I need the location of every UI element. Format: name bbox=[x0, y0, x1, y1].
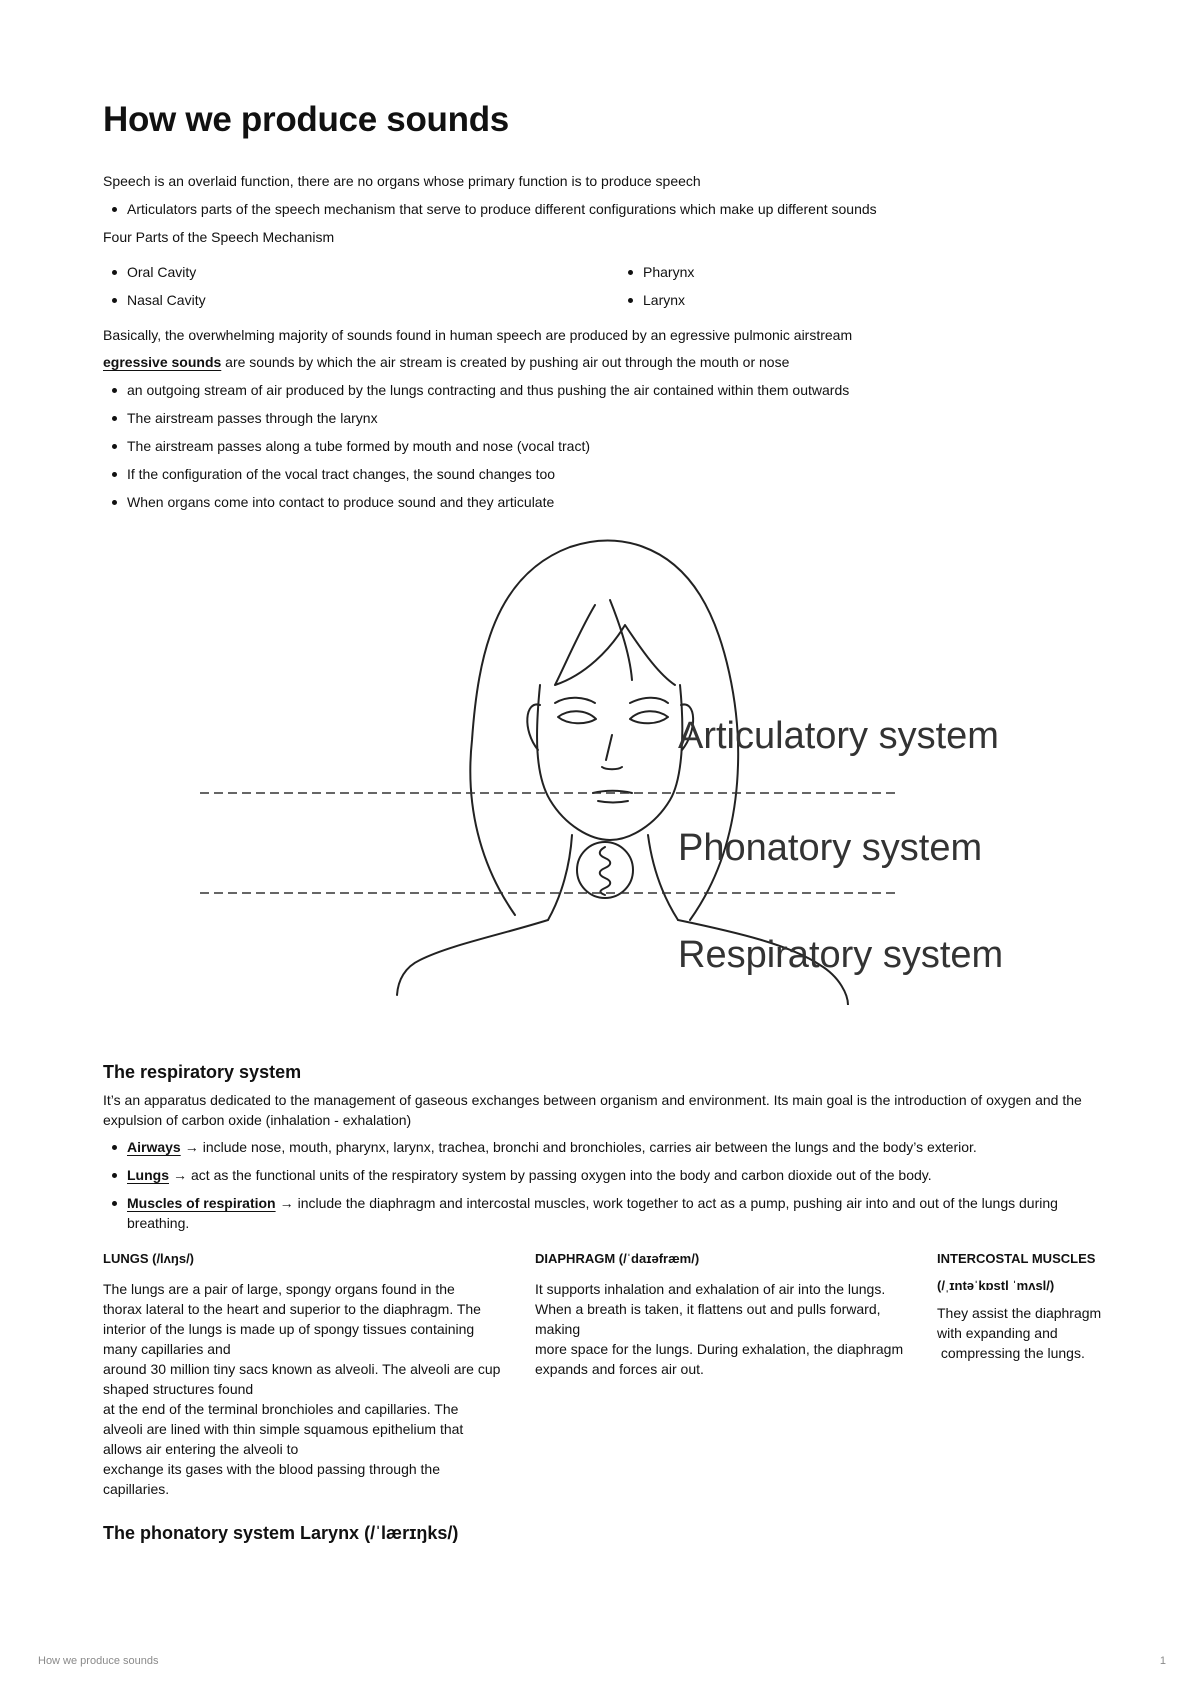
lungs-text bbox=[103, 1279, 500, 1499]
intercostal-line: compressing the lungs. bbox=[937, 1345, 1085, 1361]
lungs-line: capillaries. bbox=[103, 1481, 170, 1497]
neck-left bbox=[548, 835, 572, 920]
lungs-line: at the end of the terminal bronchioles and capillaries. The bbox=[103, 1401, 459, 1417]
diaphragm-line: When a breath is taken, it flattens out and pulls forward, bbox=[535, 1301, 881, 1317]
lungs-line: exchange its gases with the blood passing through the bbox=[103, 1461, 441, 1477]
lungs-line: alveoli are lined with thin simple squamous epithelium that bbox=[103, 1421, 464, 1437]
page-title: How we produce sounds bbox=[103, 100, 509, 139]
diaphragm-heading: DIAPHRAGM (/ˈdaɪəfræm/) bbox=[535, 1251, 700, 1266]
diaphragm-line: expands and forces air out. bbox=[535, 1361, 704, 1377]
part-item-nasal-cavity: Nasal Cavity bbox=[127, 292, 206, 308]
left-eyebrow bbox=[555, 698, 595, 703]
footer-title: How we produce sounds bbox=[38, 1655, 159, 1667]
left-shoulder bbox=[397, 920, 548, 995]
respiratory-line-2: expulsion of carbon oxide (inhalation - exhalation) bbox=[103, 1112, 412, 1128]
part-item-oral-cavity: Oral Cavity bbox=[127, 264, 197, 280]
neck-right bbox=[648, 835, 678, 920]
egressive-term: egressive sounds bbox=[103, 354, 222, 370]
footer-page-number: 1 bbox=[1159, 1655, 1166, 1667]
respiratory-item-airways bbox=[127, 1137, 977, 1157]
part-item-larynx: Larynx bbox=[643, 292, 686, 308]
airstream-bullet: The airstream passes through the larynx bbox=[127, 410, 378, 426]
larynx-circle bbox=[577, 842, 633, 898]
respiratory-heading: The respiratory system bbox=[103, 1062, 302, 1082]
arrow-icon: → bbox=[279, 1195, 294, 1211]
airstream-bullet: When organs come into contact to produce sound and they articulate bbox=[127, 494, 555, 510]
nose bbox=[602, 735, 622, 769]
airstream-bullet: an outgoing stream of air produced by the lungs contracting and thus pushing the air contained within them outwards bbox=[127, 382, 850, 398]
speech-systems-figure bbox=[200, 535, 1020, 1005]
left-eye bbox=[558, 711, 596, 723]
egressive-definition bbox=[103, 352, 789, 372]
lungs-line: thorax lateral to the heart and superior to the diaphragm. The bbox=[103, 1301, 481, 1317]
diaphragm-line: making bbox=[535, 1321, 581, 1337]
lungs-line: around 30 million tiny sacs known as alveoli. The alveoli are cup bbox=[103, 1361, 501, 1377]
airstream-bullet: If the configuration of the vocal tract changes, the sound changes too bbox=[127, 466, 556, 482]
right-eyebrow bbox=[630, 698, 668, 703]
intercostal-text bbox=[937, 1303, 1101, 1363]
airstream-text: Basically, the overwhelming majority of sounds found in human speech are produced by an egressive pulmonic airstream bbox=[103, 327, 853, 343]
diaphragm-line: It supports inhalation and exhalation of air into the lungs. bbox=[535, 1281, 886, 1297]
label-articulatory-system: Articulatory system bbox=[678, 715, 999, 757]
parts-heading: Four Parts of the Speech Mechanism bbox=[103, 229, 335, 245]
lungs-heading: LUNGS (/lʌŋs/) bbox=[103, 1251, 195, 1266]
label-phonatory-system: Phonatory system bbox=[678, 827, 983, 869]
part-item-pharynx: Pharynx bbox=[643, 264, 695, 280]
intro-bullet: Articulators parts of the speech mechanism that serve to produce different configurations which make up different sounds bbox=[127, 201, 877, 217]
item-text: include nose, mouth, pharynx, larynx, trachea, bronchi and bronchioles, carries air between the lungs and the body’s exterior. bbox=[202, 1139, 977, 1155]
respiratory-item-lungs bbox=[127, 1165, 932, 1185]
airstream-bullet: The airstream passes along a tube formed by mouth and nose (vocal tract) bbox=[127, 438, 591, 454]
face-outline bbox=[537, 685, 682, 840]
term-lungs: Lungs bbox=[127, 1167, 169, 1183]
arrow-icon: → bbox=[184, 1139, 199, 1155]
lungs-line: many capillaries and bbox=[103, 1341, 231, 1357]
lungs-line: shaped structures found bbox=[103, 1381, 254, 1397]
item-text: include the diaphragm and intercostal muscles, work together to act as a pump, pushing air into and out of the lungs during breathing. bbox=[127, 1195, 1058, 1231]
intercostal-line: with expanding and bbox=[937, 1325, 1058, 1341]
intro-text: Speech is an overlaid function, there are no organs whose primary function is to produce speech bbox=[103, 173, 701, 189]
intercostal-line: They assist the diaphragm bbox=[937, 1305, 1102, 1321]
egressive-definition-text: are sounds by which the air stream is created by pushing air out through the mouth or nose bbox=[221, 354, 790, 370]
hair-fringe bbox=[555, 605, 675, 685]
respiratory-line-1: It’s an apparatus dedicated to the management of gaseous exchanges between organism and environment. Its main goal is the introduction of oxygen and the bbox=[103, 1092, 1082, 1108]
phonatory-heading: The phonatory system Larynx (/ˈlærɪŋks/) bbox=[103, 1523, 459, 1543]
vocal-coil bbox=[600, 847, 611, 895]
term-airways: Airways bbox=[127, 1139, 181, 1155]
lungs-line: allows air entering the alveoli to bbox=[103, 1441, 299, 1457]
hair-strand bbox=[610, 600, 632, 680]
respiratory-item-muscles bbox=[127, 1193, 1117, 1233]
intercostal-phonetic: (/ˌɪntəˈkɒstl ˈmʌsl/) bbox=[937, 1278, 1055, 1293]
lungs-line: The lungs are a pair of large, spongy organs found in the bbox=[103, 1281, 455, 1297]
lungs-line: interior of the lungs is made up of spongy tissues containing bbox=[103, 1321, 475, 1337]
diaphragm-text bbox=[535, 1279, 903, 1379]
arrow-icon: → bbox=[173, 1167, 187, 1183]
item-text: act as the functional units of the respiratory system by passing oxygen into the body and carbon dioxide out of the body. bbox=[191, 1167, 932, 1183]
label-respiratory-system: Respiratory system bbox=[678, 934, 1004, 976]
right-eye bbox=[630, 711, 668, 723]
intercostal-heading: INTERCOSTAL MUSCLES bbox=[937, 1251, 1096, 1266]
diaphragm-line: more space for the lungs. During exhalation, the diaphragm bbox=[535, 1341, 904, 1357]
term-muscles-of-respiration: Muscles of respiration bbox=[127, 1195, 276, 1211]
